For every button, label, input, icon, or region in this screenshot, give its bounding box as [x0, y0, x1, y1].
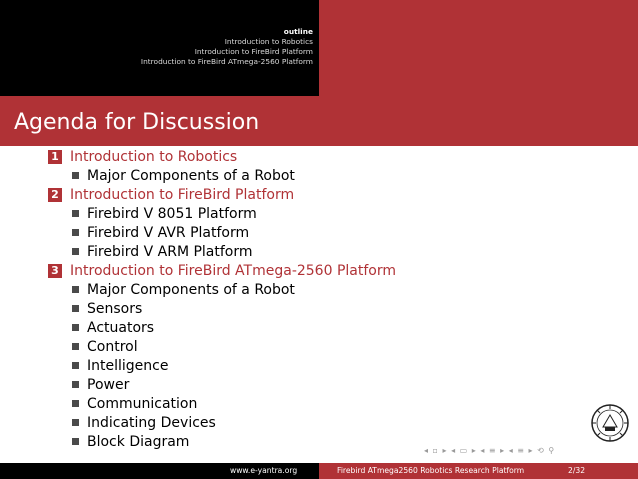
footer-presentation-title: Firebird ATmega2560 Robotics Research Platform — [337, 466, 525, 475]
prev-frame-icon[interactable]: ◂ ▫ ▸ — [424, 446, 448, 455]
agenda-subitem — [72, 356, 168, 375]
agenda-section-2[interactable] — [48, 185, 294, 204]
section-number-badge: 3 — [48, 264, 62, 278]
agenda-section-1[interactable] — [48, 147, 237, 166]
prev-section-icon[interactable]: ◂ ≡ ▸ — [480, 446, 506, 455]
subitem-label: Firebird V ARM Platform — [87, 243, 253, 260]
square-bullet-icon — [72, 248, 79, 255]
subitem-label: Firebird V 8051 Platform — [87, 205, 257, 222]
square-bullet-icon — [72, 229, 79, 236]
agenda-subitem — [72, 413, 216, 432]
agenda-subitem — [72, 299, 142, 318]
agenda-subitem — [72, 394, 197, 413]
nav-item-firebird[interactable]: Introduction to FireBird Platform — [194, 47, 313, 56]
section-label: Introduction to FireBird Platform — [70, 186, 295, 203]
header-right-panel — [319, 0, 638, 96]
agenda-subitem — [72, 242, 253, 261]
footer-page-number: 2/32 — [568, 466, 586, 475]
subitem-label: Indicating Devices — [87, 414, 216, 431]
nav-item-robotics[interactable]: Introduction to Robotics — [224, 37, 313, 46]
prev-subsection-icon[interactable]: ◂ ▭ ▸ — [451, 446, 477, 455]
square-bullet-icon — [72, 305, 79, 312]
square-bullet-icon — [72, 324, 79, 331]
subitem-label: Actuators — [87, 319, 155, 336]
footer-website[interactable]: www.e-yantra.org — [230, 466, 298, 475]
slide-title: Agenda for Discussion — [14, 110, 260, 135]
agenda-subitem — [72, 204, 257, 223]
square-bullet-icon — [72, 381, 79, 388]
agenda-subitem — [72, 337, 138, 356]
agenda-subitem — [72, 375, 129, 394]
subitem-label: Control — [87, 338, 138, 355]
section-navigation — [141, 27, 313, 67]
subitem-label: Firebird V AVR Platform — [87, 224, 250, 241]
nav-outline-link[interactable]: outline — [283, 27, 313, 36]
square-bullet-icon — [72, 286, 79, 293]
subitem-label: Block Diagram — [87, 433, 190, 450]
square-bullet-icon — [72, 419, 79, 426]
header-left-panel — [0, 0, 319, 96]
subitem-label: Sensors — [87, 300, 143, 317]
section-number-badge: 1 — [48, 150, 62, 164]
subitem-label: Major Components of a Robot — [87, 281, 295, 298]
subitem-label: Power — [87, 376, 130, 393]
square-bullet-icon — [72, 438, 79, 445]
agenda-subitem — [72, 280, 295, 299]
institute-seal-logo — [590, 403, 630, 443]
search-icon[interactable]: ⟲ ⚲ — [537, 446, 556, 455]
section-number-badge: 2 — [48, 188, 62, 202]
subitem-label: Communication — [87, 395, 198, 412]
square-bullet-icon — [72, 210, 79, 217]
beamer-navigation-symbols[interactable] — [424, 446, 555, 455]
square-bullet-icon — [72, 172, 79, 179]
agenda-subitem — [72, 432, 189, 451]
subitem-label: Intelligence — [87, 357, 169, 374]
subitem-label: Major Components of a Robot — [87, 167, 295, 184]
agenda-section-3[interactable] — [48, 261, 396, 280]
nav-item-atmega[interactable]: Introduction to FireBird ATmega-2560 Platform — [140, 57, 313, 66]
square-bullet-icon — [72, 362, 79, 369]
prev-subsection-list-icon[interactable]: ◂ ≡ ▸ — [508, 446, 534, 455]
square-bullet-icon — [72, 400, 79, 407]
square-bullet-icon — [72, 343, 79, 350]
agenda-subitem — [72, 166, 295, 185]
section-label: Introduction to FireBird ATmega-2560 Platform — [70, 262, 396, 279]
agenda-subitem — [72, 318, 154, 337]
agenda-subitem — [72, 223, 249, 242]
section-label: Introduction to Robotics — [70, 148, 238, 165]
